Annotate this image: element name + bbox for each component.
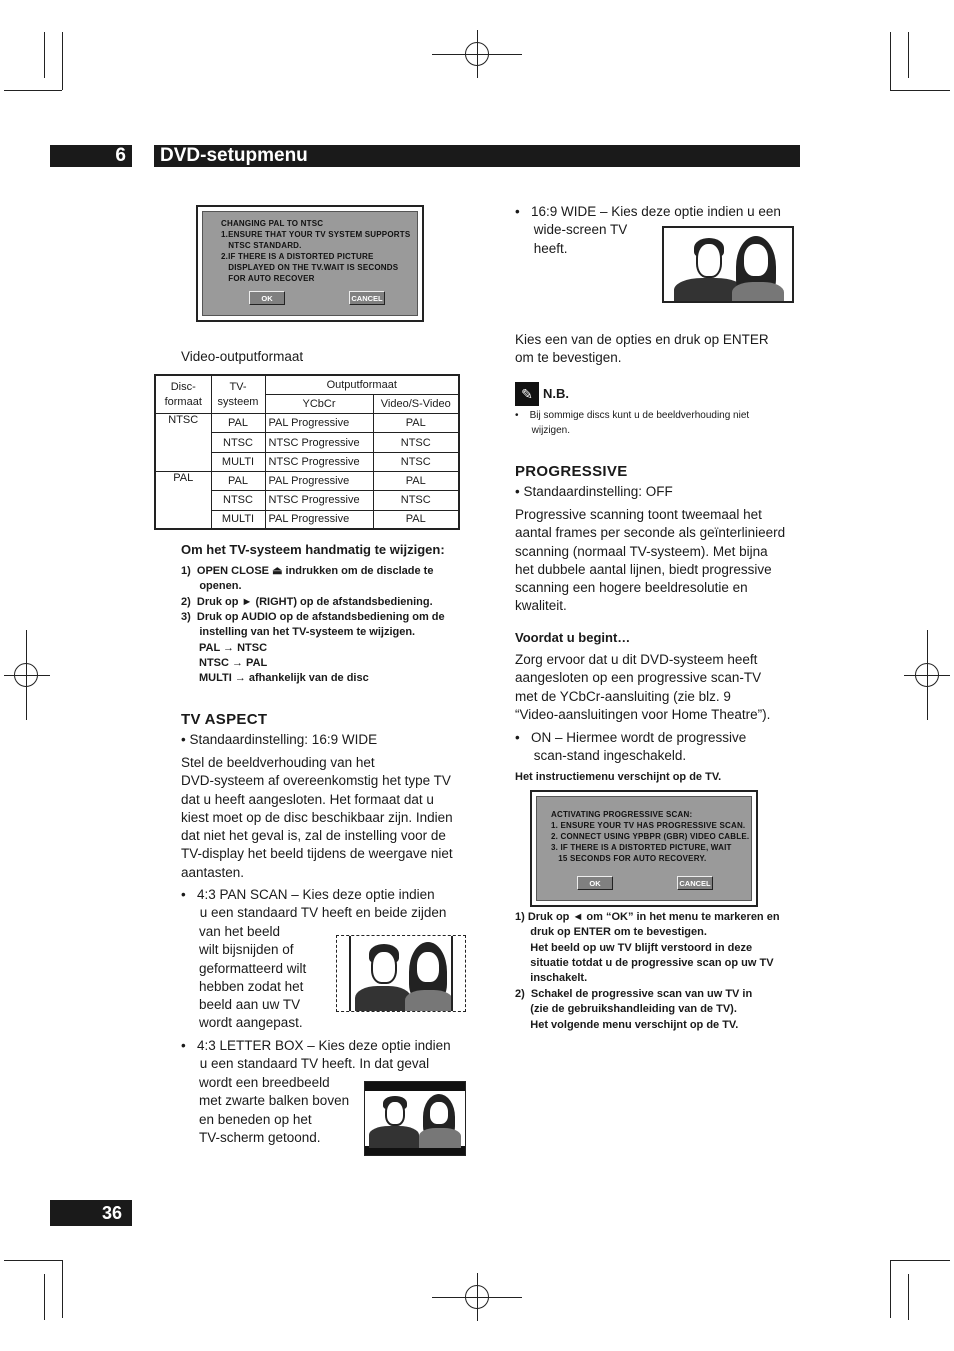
dialog-text: CHANGING PAL TO NTSC 1.ENSURE THAT YOUR TV SYSTEM SUPPORTS NTSC STANDARD. 2.IF THERE IS A DISTORTED PICTURE DISPLAYED ON THE TV.WAIT IS SECONDS FOR AUTO RECOVER	[221, 219, 411, 283]
letter-box-option: • 4:3 LETTER BOX – Kies deze optie indien u een standaard TV heeft. In dat geval	[181, 1038, 451, 1072]
wide-option: • 16:9 WIDE – Kies deze optie indien u een wide-screen TV heeft.	[515, 204, 781, 256]
cell-video: NTSC	[373, 433, 459, 452]
cell-tv: NTSC	[211, 433, 265, 452]
header-video: Video/S-Video	[373, 394, 459, 413]
letter-box-desc: wordt een breedbeeld met zwarte balken boven en beneden op het TV-scherm getoond.	[199, 1075, 350, 1145]
header-tv: TV- systeem	[211, 375, 265, 414]
table-caption: Video-outputformaat	[181, 349, 304, 364]
chapter-number: 6	[115, 145, 126, 166]
table-row	[155, 471, 459, 490]
header-disc: Disc- formaat	[155, 375, 211, 414]
crop-mark	[890, 1260, 891, 1318]
header-divider	[132, 145, 154, 167]
crop-mark	[44, 32, 45, 78]
progressive-heading: PROGRESSIVE	[515, 463, 628, 480]
before-start-body: Zorg ervoor dat u dit DVD-systeem heeft aangesloten op een progressive scan-TV met de YCbCr-aansluiting (zie blz. 9 “Video-aansluitingen voor Home Theatre”).	[515, 652, 771, 722]
dialog-screen	[202, 211, 418, 316]
ok-button[interactable]: OK	[577, 876, 613, 890]
crop-mark	[44, 1274, 45, 1320]
header-output: Outputformaat	[265, 375, 459, 394]
cancel-button[interactable]: CANCEL	[677, 876, 713, 890]
crop-mark	[62, 1260, 63, 1318]
crop-mark	[890, 90, 950, 91]
crop-mark	[4, 90, 62, 91]
woman-face-icon	[415, 950, 441, 984]
mapping-pal: PAL → NTSC	[199, 642, 268, 654]
note-pencil-icon: ✎	[515, 382, 539, 406]
cancel-button[interactable]: CANCEL	[349, 291, 385, 305]
pan-scan-option: • 4:3 PAN SCAN – Kies deze optie indien u een standaard TV heeft en beide zijden	[181, 887, 447, 921]
tv-aspect-default: • Standaardinstelling: 16:9 WIDE	[181, 732, 378, 747]
black-bar-top	[365, 1082, 465, 1091]
crop-mark	[890, 32, 891, 90]
cell-disc: NTSC	[155, 414, 211, 472]
before-start-heading: Voordat u begint…	[515, 630, 631, 645]
cell-ycbcr: NTSC Progressive	[265, 491, 373, 510]
tv-aspect-heading: TV ASPECT	[181, 711, 268, 728]
ok-button[interactable]: OK	[249, 291, 285, 305]
nb-text: • Bij sommige discs kunt u de beeldverhouding niet wijzigen.	[515, 410, 750, 436]
cell-tv: PAL	[211, 414, 265, 433]
crop-mark	[908, 1274, 909, 1320]
cell-ycbcr: PAL Progressive	[265, 414, 373, 433]
choose-option-text: Kies een van de opties en druk op ENTER om te bevestigen.	[515, 332, 769, 366]
header-ycbcr: YCbCr	[265, 394, 373, 413]
pan-scan-desc: van het beeld wilt bijsnijden of geformatteerd wilt hebben zodat het beeld aan uw TV wordt aangepast.	[199, 924, 307, 1031]
mapping-multi: MULTI → afhankelijk van de disc	[199, 672, 369, 684]
woman-body-icon	[732, 282, 784, 303]
cell-tv: MULTI	[211, 452, 265, 471]
progressive-body: Progressive scanning toont tweemaal het aantal frames per seconde als geïnterlinieerd scanning (normaal TV-systeem). Met bijna het dubbele aantal lijnen, biedt progressive scanning een hogere beeldresolutie en kwaliteit.	[515, 507, 786, 614]
cell-ycbcr: NTSC Progressive	[265, 452, 373, 471]
cell-tv: NTSC	[211, 491, 265, 510]
crop-mark	[908, 32, 909, 78]
crop-mark	[477, 1273, 478, 1321]
man-face-icon	[385, 1100, 405, 1126]
man-body-icon	[369, 1126, 419, 1148]
manual-change-heading: Om het TV-systeem handmatig te wijzigen:	[181, 542, 445, 557]
cell-ycbcr: PAL Progressive	[265, 471, 373, 490]
manual-step-3: 3) Druk op AUDIO op de afstandsbediening om de instelling van het TV-systeem te wijzigen.	[181, 611, 445, 639]
dialog-screen	[536, 796, 752, 901]
cell-video: NTSC	[373, 452, 459, 471]
cell-video: PAL	[373, 414, 459, 433]
on-option: • ON – Hiermee wordt de progressive scan-stand ingeschakeld.	[515, 730, 747, 764]
progressive-step-2: 2) Schakel de progressive scan van uw TV in (zie de gebruikshandleiding van de TV). Het volgende menu verschijnt op de TV.	[515, 988, 753, 1031]
page-number: 36	[50, 1200, 132, 1226]
crop-mark	[927, 630, 928, 720]
man-body-icon	[355, 986, 411, 1011]
tv-aspect-body: Stel de beeldverhouding van het DVD-systeem af overeenkomstig het type TV dat u heeft aangesloten. Het formaat dat u kiest moet op de disc beschikbaar zijn. Indien dat niet het geval is, zal de instelling voor de TV-display het beeld tijdens de weergave niet aantasten.	[181, 755, 453, 880]
crop-mark	[890, 1260, 950, 1261]
menu-caption: Het instructiemenu verschijnt op de TV.	[515, 771, 722, 783]
crop-mark	[4, 675, 50, 676]
crop-mark	[62, 32, 63, 90]
video-output-table	[154, 374, 460, 530]
progressive-step-1: 1) Druk op ◄ om “OK” in het menu te markeren en druk op ENTER om te bevestigen. Het beeld op uw TV blijft verstoord in deze situatie totdat u de progressive scan op uw TV inschakelt.	[515, 911, 780, 985]
crop-mark	[477, 30, 478, 78]
letter-box-illustration	[364, 1081, 466, 1156]
table-row	[155, 414, 459, 433]
man-face-icon	[696, 242, 722, 278]
wide-screen-illustration	[662, 226, 794, 303]
pan-scan-illustration	[336, 935, 466, 1012]
woman-face-icon	[428, 1100, 450, 1126]
woman-body-icon	[419, 1128, 461, 1148]
cell-ycbcr: NTSC Progressive	[265, 433, 373, 452]
manual-step-2: 2) Druk op ► (RIGHT) op de afstandsbediening.	[181, 596, 433, 608]
pal-ntsc-dialog	[196, 205, 424, 322]
picture-frame	[349, 936, 453, 1011]
page-title: DVD-setupmenu	[160, 145, 308, 166]
man-face-icon	[371, 950, 397, 984]
crop-mark	[4, 1260, 62, 1261]
cell-tv: PAL	[211, 471, 265, 490]
cell-video: NTSC	[373, 491, 459, 510]
cell-ycbcr: PAL Progressive	[265, 510, 373, 529]
manual-step-1: 1) OPEN CLOSE ⏏ indrukken om de disclade te openen.	[181, 565, 434, 593]
woman-body-icon	[405, 990, 453, 1011]
cell-disc: PAL	[155, 471, 211, 529]
nb-label: N.B.	[543, 386, 569, 401]
crop-mark	[26, 630, 27, 720]
woman-face-icon	[742, 242, 770, 278]
mapping-ntsc: NTSC → PAL	[199, 657, 268, 669]
progressive-dialog	[530, 790, 758, 907]
cell-video: PAL	[373, 510, 459, 529]
dialog-text: ACTIVATING PROGRESSIVE SCAN: 1. ENSURE YOUR TV HAS PROGRESSIVE SCAN. 2. CONNECT USING YPBPR (GBR) VIDEO CABLE. 3. IF THERE IS A DISTORTED PICTURE, WAIT 15 SECONDS FOR AUTO RECOVERY.	[551, 810, 750, 863]
cell-tv: MULTI	[211, 510, 265, 529]
cell-video: PAL	[373, 471, 459, 490]
progressive-default: • Standaardinstelling: OFF	[515, 484, 673, 499]
